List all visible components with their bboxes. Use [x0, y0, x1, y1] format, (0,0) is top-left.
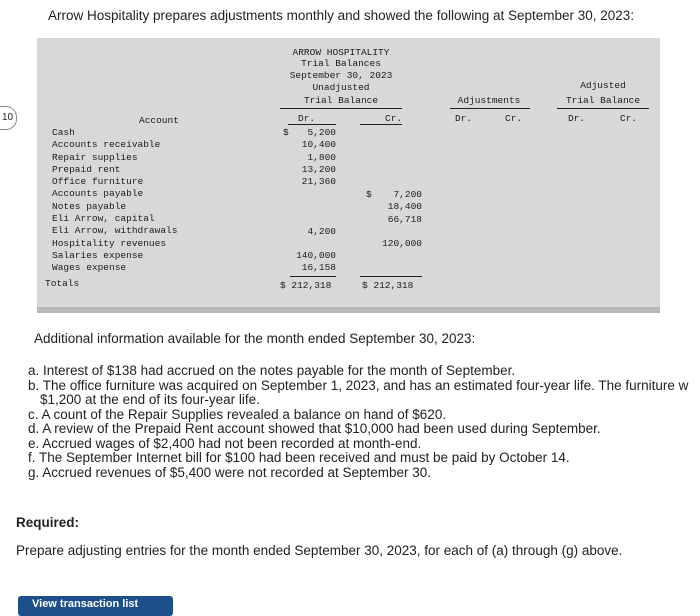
list-item: [28, 364, 688, 379]
trial-balance-bottom-bar: [37, 307, 660, 313]
item-letter: c.: [28, 406, 39, 422]
adjustments-header-rule: [450, 108, 530, 109]
adjustments-dr-header: Dr.: [455, 113, 473, 124]
list-item: [28, 451, 688, 466]
item-text: $1,200 at the end of its four-year life.: [40, 392, 260, 407]
debit-value: 5,200: [307, 127, 336, 138]
item-letter: a.: [28, 363, 40, 378]
tb-unadjusted-label: Unadjusted: [312, 82, 370, 93]
account-name: Prepaid rent: [52, 163, 121, 175]
withdrawals-debit: 4,200: [307, 226, 336, 237]
item-text: A count of the Repair Supplies revealed a balance on hand of $620.: [41, 406, 447, 422]
item-letter: e.: [28, 435, 40, 451]
debit-value: 1,800: [307, 151, 336, 163]
unadjusted-debits-group-c: [290, 250, 336, 275]
item-letter: b.: [28, 377, 40, 393]
debit-value: 140,000: [296, 250, 336, 261]
intro-text: Arrow Hospitality prepares adjustments monthly and showed the following at September 30, 2023:: [48, 8, 635, 23]
list-item: [28, 437, 688, 452]
account-name: Accounts receivable: [52, 139, 161, 151]
list-item: [28, 466, 688, 481]
tb-adjusted-label: Adjusted: [580, 80, 626, 91]
list-item: [28, 408, 688, 423]
credit-value: 18,400: [387, 201, 422, 213]
adjusted-cr-header: Cr.: [620, 113, 638, 124]
view-transaction-list-button[interactable]: View transaction list: [18, 596, 173, 616]
adjusted-header-rule: [557, 108, 649, 109]
account-name: Accounts payable: [52, 188, 144, 200]
question-number-tab: 10: [0, 106, 17, 130]
account-name: Notes payable: [52, 200, 127, 212]
credit-value: 7,200: [393, 189, 422, 200]
item-letter: f.: [28, 450, 36, 465]
tb-date: September 30, 2023: [289, 70, 393, 81]
cr-column-rule: [360, 124, 402, 125]
prepare-instruction: Prepare adjusting entries for the month ended September 30, 2023, for each of (a) through (g) above.: [16, 543, 623, 558]
cash-dollar-sign: $: [283, 127, 289, 138]
credit-value: 66,718: [387, 213, 422, 225]
item-text: Accrued revenues of $5,400 were not recorded at September 30.: [42, 464, 432, 480]
additional-info-heading: Additional information available for the month ended September 30, 2023:: [34, 331, 476, 346]
required-heading: Required:: [16, 515, 80, 530]
unadjusted-cr-header: Cr.: [385, 113, 403, 124]
credit-total: $ 212,318: [362, 280, 414, 291]
debit-total-rule: [290, 276, 336, 277]
tb-unadjusted-trial-balance-label: Trial Balance: [303, 95, 379, 106]
debit-value: 16,158: [301, 262, 336, 274]
list-item: [28, 422, 688, 437]
credit-total-rule: [360, 276, 422, 277]
account-name: Hospitality revenues: [52, 237, 167, 249]
list-item: [28, 379, 688, 394]
item-text: Interest of $138 had accrued on the notes payable for the month of September.: [43, 363, 516, 378]
tb-title: Trial Balances: [301, 58, 381, 69]
unadjusted-dr-header: Dr.: [298, 113, 316, 124]
unadjusted-credits-group-a: [373, 189, 422, 226]
tb-adjustments-label: Adjustments: [457, 95, 521, 106]
debit-value: 13,200: [301, 163, 336, 175]
revenues-credit: 120,000: [382, 238, 422, 249]
account-names-list: [45, 127, 178, 290]
adjustment-items-list: [28, 364, 688, 480]
account-name: Office furniture: [52, 176, 144, 188]
item-letter: d.: [28, 421, 40, 436]
account-column-header: Account: [139, 115, 179, 126]
unadjusted-debits-group-a: [290, 127, 336, 188]
item-text: The September Internet bill for $100 had been received and must be paid by October 14.: [39, 450, 570, 465]
accounts-payable-dollar-sign: $: [366, 189, 372, 200]
dr-column-rule: [288, 124, 336, 125]
account-name: Eli Arrow, capital: [52, 213, 155, 225]
account-name-totals: Totals: [45, 277, 80, 289]
item-letter: g.: [28, 464, 40, 480]
item-text: A review of the Prepaid Rent account showed that $10,000 had been used during September.: [42, 421, 601, 436]
item-text: The office furniture was acquired on September 1, 2023, and has an estimated four-year life. The furniture w: [42, 377, 689, 393]
adjustments-cr-header: Cr.: [505, 113, 523, 124]
account-name: Wages expense: [52, 262, 127, 274]
unadjusted-header-rule: [280, 108, 402, 109]
account-name: Eli Arrow, withdrawals: [52, 225, 178, 237]
account-name: Cash: [52, 127, 75, 138]
tb-company: ARROW HOSPITALITY: [292, 47, 390, 58]
list-item-continuation: [28, 393, 688, 408]
debit-value: 10,400: [301, 139, 336, 151]
account-name: Repair supplies: [52, 151, 138, 163]
item-text: Accrued wages of $2,400 had not been recorded at month-end.: [42, 435, 422, 451]
debit-value: 21,360: [301, 176, 336, 188]
debit-total: $ 212,318: [280, 280, 332, 291]
account-name: Salaries expense: [52, 249, 144, 261]
tb-adjusted-trial-balance-label: Trial Balance: [565, 95, 641, 106]
adjusted-dr-header: Dr.: [568, 113, 586, 124]
